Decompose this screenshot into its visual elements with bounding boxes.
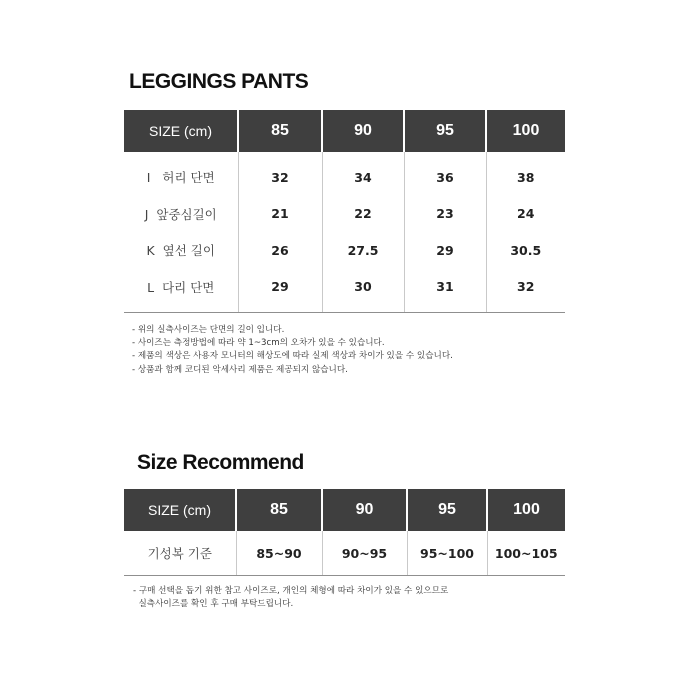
table-cell: 26 (238, 232, 322, 269)
note-item: - 구매 선택을 돕기 위한 참고 사이즈로, 개인의 체형에 따라 차이가 있을 수 있으므로 (133, 586, 449, 596)
size-column-header: SIZE (cm) (124, 110, 238, 152)
size-column-header: SIZE (cm) (124, 489, 236, 531)
row-label: J 앞중심길이 (144, 206, 217, 222)
table-header-row (124, 110, 565, 152)
size-90-header: 90 (322, 110, 404, 152)
size-recommend-table (124, 489, 565, 576)
table-cell: 95~100 (407, 531, 487, 576)
table-cell: 24 (486, 196, 565, 233)
table-row-leg-width (124, 269, 565, 306)
size-100-header: 100 (487, 489, 565, 531)
size-85-header: 85 (236, 489, 322, 531)
table-cell: 29 (238, 269, 322, 306)
note-item: - 사이즈는 측정방법에 따라 약 1~3cm의 오차가 있을 수 있습니다. (132, 338, 385, 349)
note-item: - 위의 실측사이즈는 단면의 길이 입니다. (132, 325, 285, 335)
table-cell: 100~105 (487, 531, 565, 576)
table-cell: 85~90 (236, 531, 322, 576)
table-cell: 22 (322, 196, 404, 233)
table-cell: 38 (486, 159, 565, 196)
size-95-header: 95 (404, 110, 486, 152)
row-label: L 다리 단면 (147, 279, 215, 295)
table-cell: 23 (404, 196, 486, 233)
row-label: K 옆선 길이 (146, 243, 215, 259)
table-cell: 34 (322, 159, 404, 196)
size-90-header: 90 (322, 489, 407, 531)
recommend-notes (133, 585, 448, 611)
row-label: 기성복 기준 (124, 531, 236, 576)
table-cell: 30 (322, 269, 404, 306)
table-cell: 30.5 (486, 232, 565, 269)
note-item: - 제품의 색상은 사용자 모니터의 해상도에 따라 실제 색상과 차이가 있을 수 있습니다. (132, 351, 453, 362)
table-cell: 29 (404, 232, 486, 269)
note-item: 실측사이즈를 확인 후 구매 부탁드립니다. (133, 599, 294, 610)
table-cell: 31 (404, 269, 486, 306)
table-cell: 32 (238, 159, 322, 196)
table-cell: 36 (404, 159, 486, 196)
measurement-notes (132, 324, 453, 377)
table-cell: 32 (486, 269, 565, 306)
leggings-pants-title: LEGGINGS PANTS (129, 70, 309, 93)
table-row-waist (124, 159, 565, 196)
table-cell: 21 (238, 196, 322, 233)
size-85-header: 85 (238, 110, 322, 152)
size-95-header: 95 (407, 489, 487, 531)
table-cell: 27.5 (322, 232, 404, 269)
row-label: I 허리 단면 (146, 170, 215, 186)
table-row-front-rise (124, 196, 565, 233)
size-100-header: 100 (486, 110, 565, 152)
table-row-side-length (124, 232, 565, 269)
leggings-size-table (124, 110, 565, 313)
table-header-row (124, 489, 565, 531)
table-cell: 90~95 (322, 531, 407, 576)
size-recommend-title: Size Recommend (137, 451, 304, 474)
table-row-standard-size (124, 531, 565, 576)
note-item: - 상품과 함께 코디된 악세사리 제품은 제공되지 않습니다. (132, 364, 348, 375)
